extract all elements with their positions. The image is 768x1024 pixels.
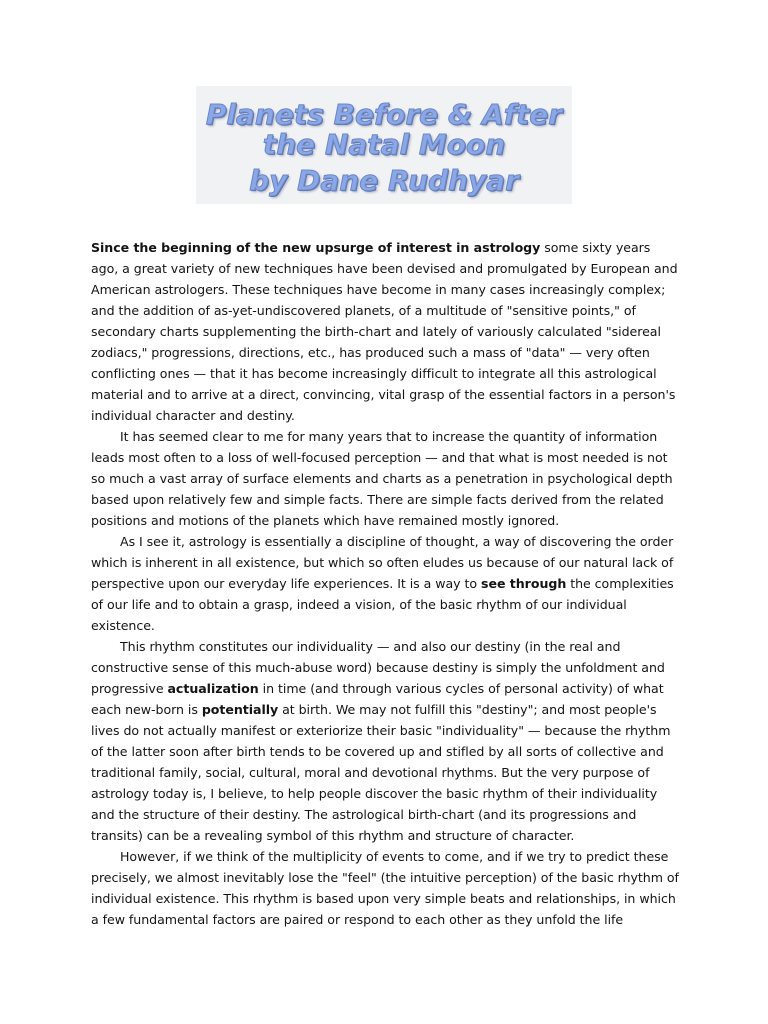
paragraph-1: [91, 237, 679, 426]
paragraph-3-text-after: the complexities of our life and to obtain a grasp, indeed a vision, of the basic rhythm of our individual existence.: [91, 576, 674, 633]
lead-bold-phrase: Since the beginning of the new upsurge of interest in astrology: [91, 240, 541, 255]
banner-title-line-2: the Natal Moon: [262, 128, 506, 161]
paragraph-4-text-middle: in time (and through various cycles of personal activity) of what each new-born is: [91, 681, 664, 717]
paragraph-4-text-before: This rhythm constitutes our individuality — and also our destiny (in the real and constructive sense of this much-abuse word) because destiny is simply the unfoldment and progressive: [91, 639, 665, 696]
title-banner: [196, 86, 572, 204]
paragraph-2: It has seemed clear to me for many years that to increase the quantity of information leads most often to a loss of well-focused perception — and that what is most needed is not so much a vast array of surface elements and charts as a penetration in psychological depth based upon relatively few and simple facts. There are simple facts derived from the related positions and motions of the planets which have remained mostly ignored.: [91, 429, 673, 528]
bold-see-through: see through: [481, 576, 567, 591]
banner-author-line: by Dane Rudhyar: [249, 164, 519, 197]
paragraph-3: [91, 531, 679, 636]
paragraph-1-text: some sixty years ago, a great variety of new techniques have been devised and promulgated by European and American astrologers. These techniques have become in many cases increasingly complex; and the addition of as-yet-undiscovered planets, of a multitude of "sensitive points," of secondary charts supplementing the birth-chart and lately of variously calculated "sidereal zodiacs," progressions, directions, etc., has produced such a mass of "data" — very often conflicting ones — that it has become increasingly difficult to integrate all this astrological material and to arrive at a direct, convincing, vital grasp of the essential factors in a person's individual character and destiny.: [91, 240, 678, 423]
paragraph-4-text-after: at birth. We may not fulfill this "destiny"; and most people's lives do not actually manifest or exteriorize their basic "individuality" — because the rhythm of the latter soon after birth tends to be covered up and stifled by all sorts of collective and traditional family, social, cultural, moral and devotional rhythms. But the very purpose of astrology today is, I believe, to help people discover the basic rhythm of their individuality and the structure of their destiny. The astrological birth-chart (and its progressions and transits) can be a revealing symbol of this rhythm and structure of character.: [91, 702, 671, 843]
bold-actualization: actualization: [167, 681, 259, 696]
banner-title-line-1: Planets Before & After: [205, 98, 563, 131]
paragraph-5: However, if we think of the multiplicity of events to come, and if we try to predict these precisely, we almost inevitably lose the "feel" (the intuitive perception) of the basic rhythm of individual existence. This rhythm is based upon very simple beats and relationships, in which a few fundamental factors are paired or respond to each other as they unfold the life: [91, 849, 679, 927]
article-body: [91, 237, 679, 930]
bold-potentially: potentially: [201, 702, 279, 717]
paragraph-3-text-before: As I see it, astrology is essentially a discipline of thought, a way of discovering the order which is inherent in all existence, but which so often eludes us because of our natural lack of perspective upon our everyday life experiences. It is a way to: [91, 534, 674, 591]
paragraph-4: [91, 636, 679, 846]
